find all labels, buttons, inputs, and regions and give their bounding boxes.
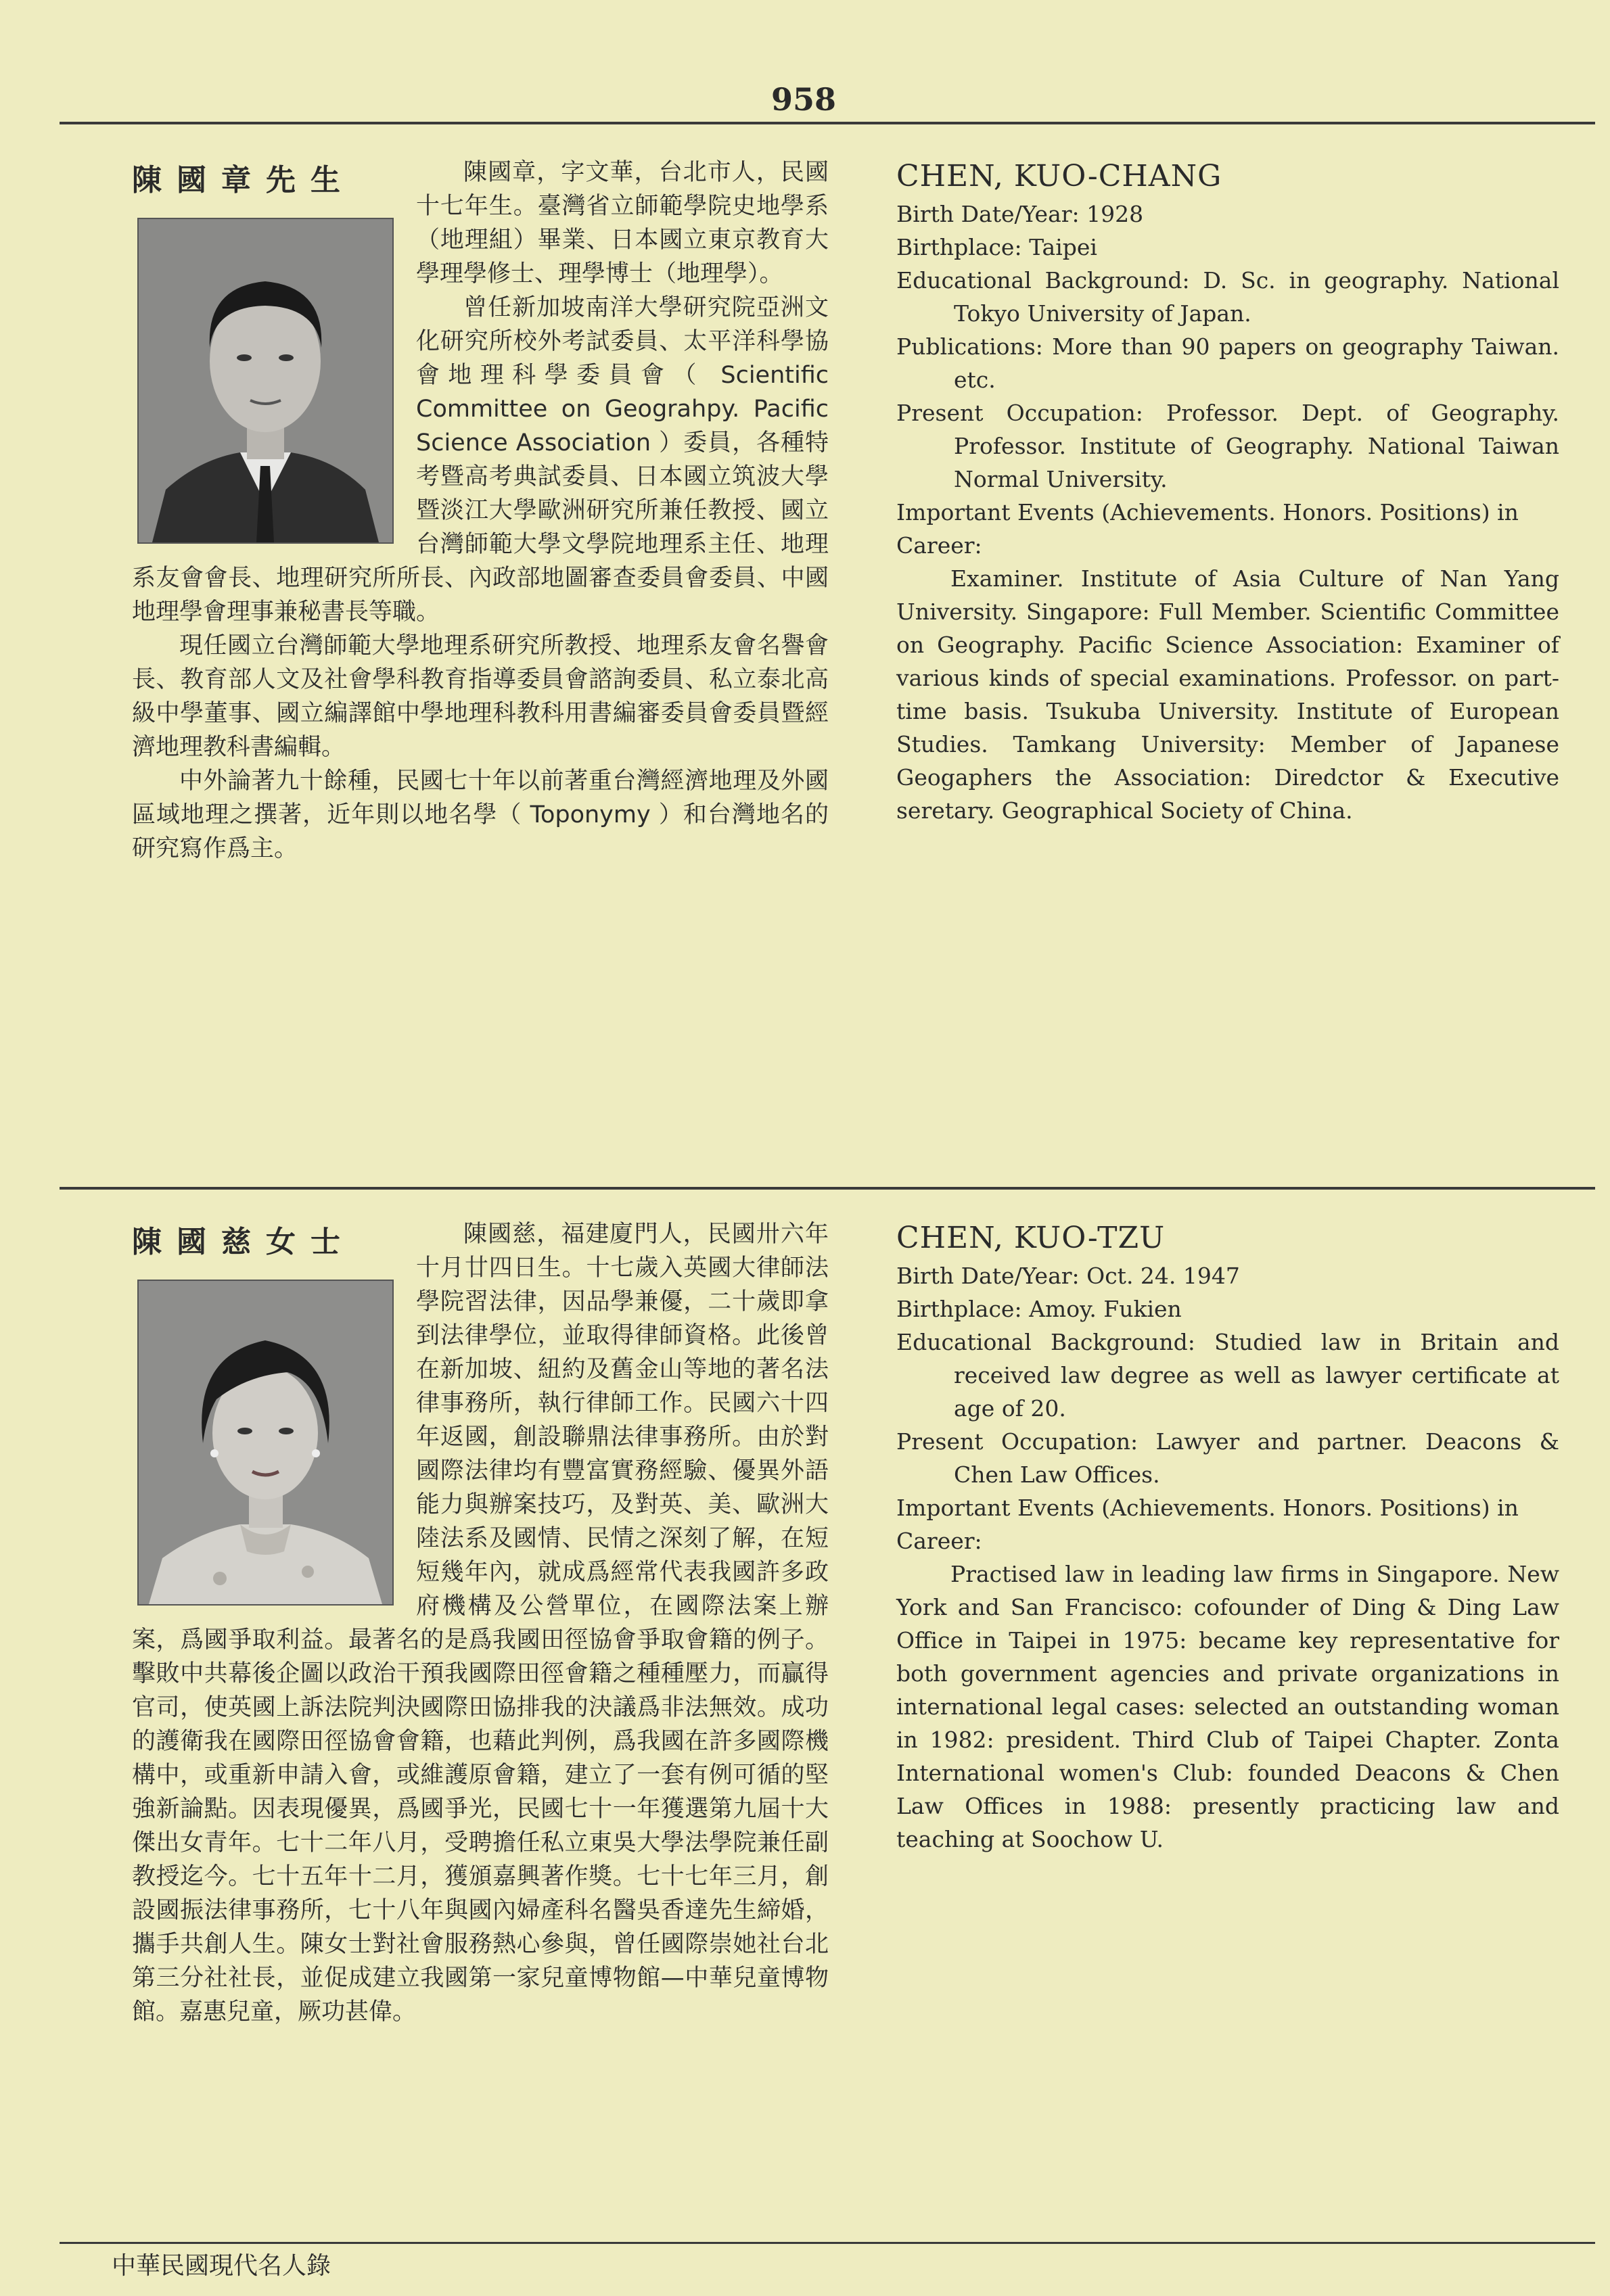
en-field-events: Important Events (Achievements. Honors. Positions) in Career: bbox=[896, 499, 1519, 559]
en-field-birthplace: Birthplace: Amoy. Fukien bbox=[896, 1296, 1182, 1322]
en-field-publications: Publications: More than 90 papers on geography Taiwan. etc. bbox=[896, 333, 1559, 393]
en-name: CHEN, KUO-CHANG bbox=[896, 159, 1222, 193]
en-field-occupation: Present Occupation: Lawyer and partner. Deacons & Chen Law Offices. bbox=[896, 1428, 1559, 1488]
entry-chen-kuo-tzu bbox=[0, 1217, 1610, 2218]
en-name: CHEN, KUO-TZU bbox=[896, 1221, 1166, 1255]
en-field-birthplace: Birthplace: Taipei bbox=[896, 234, 1097, 260]
cn-bio-paragraph-1: 陳國章，字文華，台北市人，民國十七年生。臺灣省立師範學院史地學系（地理組）畢業、日本國立東京教育大學理學修士、理學博士（地理學）。 bbox=[416, 159, 829, 287]
en-events-paragraph: Examiner. Institute of Asia Culture of Nan Yang University. Singapore: Full Member. Scientific Committee on Geography. Pacific Science Association: Examiner of various kinds of special examinations. Professor. on part-time basis. Tsukuba University. Institute of European Studies. Tamkang University: Member of Japanese Geogaphers the Association: Diredctor & Executive seretary. Geographical Society of China. bbox=[896, 565, 1559, 824]
top-rule bbox=[60, 122, 1595, 124]
chinese-column bbox=[132, 156, 829, 1035]
en-field-birth-date: Birth Date/Year: 1928 bbox=[896, 201, 1144, 227]
bottom-rule bbox=[60, 2242, 1595, 2244]
cn-name: 陳國章先生 bbox=[132, 163, 355, 197]
book-title-footer: 中華民國現代名人錄 bbox=[112, 2252, 331, 2280]
en-events-paragraph: Practised law in leading law firms in Singapore. New York and San Francisco: cofounder of Ding & Ding Law Office in Taipei in 1975: became key representative for both government agencies and private organizations in international legal cases: selected an outstanding woman in 1982: president. Third Club of Taipei Chapter. Zonta International women's Club: founded Deacons & Chen Law Offices in 1988: presently practicing law and teaching at Soochow U. bbox=[896, 1561, 1559, 1852]
cn-bio-paragraph-4: 中外論著九十餘種，民國七十年以前著重台灣經濟地理及外國區域地理之撰著，近年則以地名學（ Toponymy ）和台灣地名的研究寫作爲主。 bbox=[132, 768, 829, 862]
en-field-occupation: Present Occupation: Professor. Dept. of Geography. Professor. Institute of Geography. National Taiwan Normal University. bbox=[896, 400, 1559, 492]
en-field-education: Educational Background: D. Sc. in geography. National Tokyo University of Japan. bbox=[896, 267, 1559, 327]
cn-bio bbox=[132, 1217, 829, 2029]
cn-bio-paragraph-2: 曾任新加坡南洋大學研究院亞洲文化研究所校外考試委員、太平洋科學協會地理科學委員會（ Scientific Committee on Geograhpy. Pacific Science Association ）委員，各種特考暨高考典試委員、日本國立筑波大學暨淡江大學歐洲研究所兼任教授、國立台灣師範大學文學院地理系主任、地理系友會會長、地理研究所所長、內政部地圖審查委員會委員、中國地理學會理事兼秘書長等職。 bbox=[132, 294, 829, 626]
middle-rule bbox=[60, 1187, 1595, 1190]
cn-bio bbox=[132, 156, 829, 866]
en-field-events: Important Events (Achievements. Honors. Positions) in Career: bbox=[896, 1495, 1519, 1554]
en-field-education: Educational Background: Studied law in Britain and received law degree as well as lawyer certificate at age of 20. bbox=[896, 1329, 1559, 1422]
en-field-birth-date: Birth Date/Year: Oct. 24. 1947 bbox=[896, 1263, 1240, 1289]
english-column bbox=[896, 1221, 1559, 1856]
cn-bio-paragraph-1: 陳國慈，福建廈門人，民國卅六年十月廿四日生。十七歲入英國大律師法學院習法律，因品學兼優，二十歲即拿到法律學位，並取得律師資格。此後曾在新加坡、紐約及舊金山等地的著名法律事務所，執行律師工作。民國六十四年返國，創設聯鼎法律事務所。由於對國際法律均有豐富實務經驗、優異外語能力與辦案技巧，及對英、美、歐洲大陸法系及國情、民情之深刻了解，在短短幾年內，就成爲經常代表我國許多政府機構及公營單位，在國際法案上辦案，爲國爭取利益。最著名的是爲我國田徑協會爭取會籍的例子。擊敗中共幕後企圖以政治干預我國際田徑會籍之種種壓力，而贏得官司，使英國上訴法院判決國際田協排我的決議爲非法無效。成功的護衛我在國際田徑協會會籍，也藉此判例，爲我國在許多國際機構中，或重新申請入會，或維護原會籍，建立了一套有例可循的堅強新論點。因表現優異，爲國爭光，民國七十一年獲選第九屆十大傑出女青年。七十二年八月，受聘擔任私立東吳大學法學院兼任副教授迄今。七十五年十二月，獲頒嘉興著作獎。七十七年三月，創設國振法律事務所，七十八年與國內婦產科名醫吳香達先生締婚，攜手共創人生。陳女士對社會服務熱心參與，曾任國際崇她社台北第三分社社長，並促成建立我國第一家兒童博物館—中華兒童博物館。嘉惠兒童，厥功甚偉。 bbox=[132, 1221, 829, 2025]
entry-chen-kuo-chang bbox=[0, 156, 1610, 1170]
english-column bbox=[896, 159, 1559, 827]
cn-bio-paragraph-3: 現任國立台灣師範大學地理系研究所教授、地理系友會名譽會長、教育部人文及社會學科教育指導委員會諮詢委員、私立泰北高級中學董事、國立編譯館中學地理科教科用書編審委員會委員暨經濟地理教科書編輯。 bbox=[132, 632, 829, 761]
page-number: 958 bbox=[771, 81, 837, 118]
chinese-column bbox=[132, 1217, 829, 2096]
cn-name: 陳國慈女士 bbox=[132, 1225, 355, 1259]
